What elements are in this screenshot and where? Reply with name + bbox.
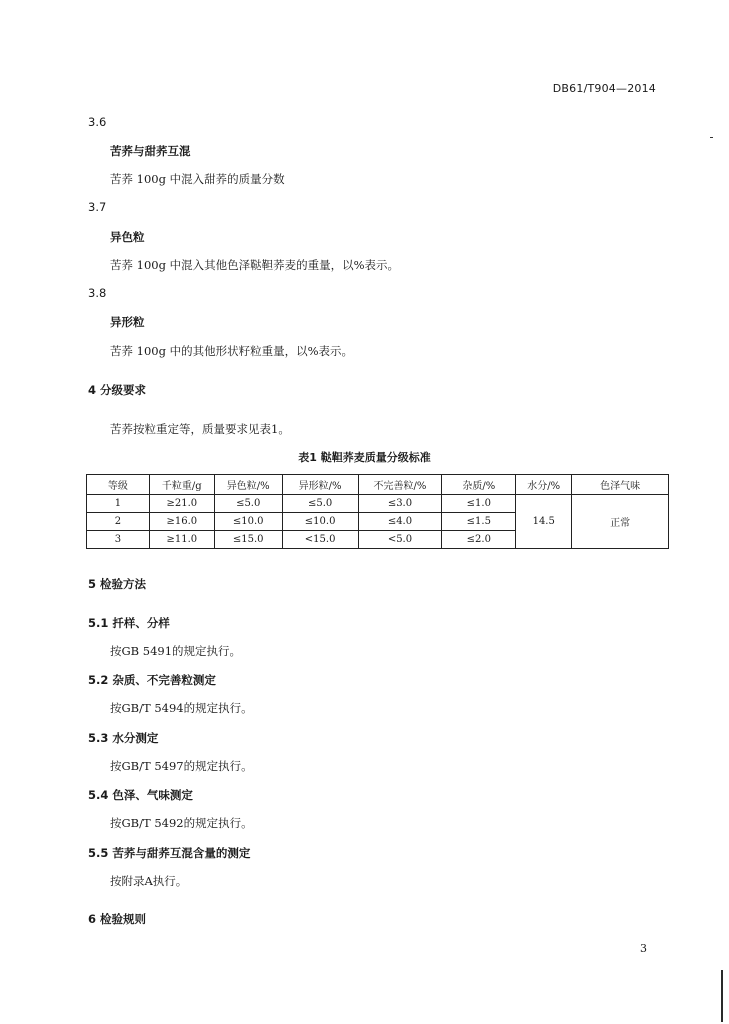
section-5-3-text: 按GB/T 5497的规定执行。 — [110, 759, 253, 773]
table-cell: ≥16.0 — [149, 513, 214, 531]
section-5-5-title: 5.5 苦荞与甜荞互混含量的测定 — [88, 846, 251, 860]
table-cell: 1 — [87, 495, 150, 513]
table-cell: ≤10.0 — [282, 513, 358, 531]
table-cell: ≤3.0 — [358, 495, 442, 513]
section-5-2-title: 5.2 杂质、不完善粒测定 — [88, 673, 216, 687]
section-3-8-definition: 苦荞 100g 中的其他形状籽粒重量，以%表示。 — [110, 344, 354, 358]
table-header-cell: 杂质/% — [442, 475, 516, 495]
table-header-cell: 水分/% — [516, 475, 572, 495]
table-header-cell: 异形粒/% — [282, 475, 358, 495]
table-header-cell: 千粒重/g — [149, 475, 214, 495]
table-cell: ≤15.0 — [214, 531, 282, 549]
section-3-7-term: 异色粒 — [110, 230, 145, 244]
table-cell: <5.0 — [358, 531, 442, 549]
scan-speck — [710, 137, 713, 138]
table-cell: ≤5.0 — [282, 495, 358, 513]
section-4-text: 苦荞按粒重定等，质量要求见表1。 — [110, 422, 290, 436]
section-3-6-definition: 苦荞 100g 中混入甜荞的质量分数 — [110, 172, 285, 186]
section-5-4-text: 按GB/T 5492的规定执行。 — [110, 816, 253, 830]
table-header-cell: 不完善粒/% — [358, 475, 442, 495]
section-3-8-number: 3.8 — [88, 286, 107, 300]
table-cell: ≤4.0 — [358, 513, 442, 531]
table-cell: 3 — [87, 531, 150, 549]
section-5-1-text: 按GB 5491的规定执行。 — [110, 644, 242, 658]
table-cell: ≥21.0 — [149, 495, 214, 513]
table-cell: ≤10.0 — [214, 513, 282, 531]
section-3-7-number: 3.7 — [88, 200, 107, 214]
table-header-cell: 等级 — [87, 475, 150, 495]
section-3-6-term: 苦荞与甜荞互混 — [110, 144, 191, 158]
section-3-7-definition: 苦荞 100g 中混入其他色泽鞑靼荞麦的重量，以%表示。 — [110, 258, 400, 272]
section-3-6-number: 3.6 — [88, 115, 107, 129]
table-header-row — [87, 475, 669, 495]
section-5-1-title: 5.1 扦样、分样 — [88, 616, 170, 630]
standard-code: DB61/T904—2014 — [552, 82, 656, 95]
table-cell: ≤1.0 — [442, 495, 516, 513]
table-row — [87, 495, 669, 513]
table-cell: ≥11.0 — [149, 531, 214, 549]
section-5-title: 5 检验方法 — [88, 577, 147, 591]
scan-edge-mark — [721, 970, 723, 1022]
table-cell: ≤1.5 — [442, 513, 516, 531]
table-header-cell: 色泽气味 — [572, 475, 669, 495]
color-smell-cell: 正常 — [572, 495, 669, 549]
section-5-3-title: 5.3 水分测定 — [88, 731, 159, 745]
section-5-4-title: 5.4 色泽、气味测定 — [88, 788, 193, 802]
table-cell: ≤2.0 — [442, 531, 516, 549]
section-6-title: 6 检验规则 — [88, 912, 147, 926]
table-caption: 表1 鞑靼荞麦质量分级标准 — [298, 451, 431, 464]
table-cell: 2 — [87, 513, 150, 531]
section-3-8-term: 异形粒 — [110, 315, 145, 329]
section-5-2-text: 按GB/T 5494的规定执行。 — [110, 701, 253, 715]
table-header-cell: 异色粒/% — [214, 475, 282, 495]
grade-table — [86, 474, 669, 549]
table-cell: ≤5.0 — [214, 495, 282, 513]
moisture-cell: 14.5 — [516, 495, 572, 549]
section-4-title: 4 分级要求 — [88, 383, 147, 397]
table-cell: <15.0 — [282, 531, 358, 549]
section-5-5-text: 按附录A执行。 — [110, 874, 188, 888]
page-number: 3 — [640, 942, 647, 955]
